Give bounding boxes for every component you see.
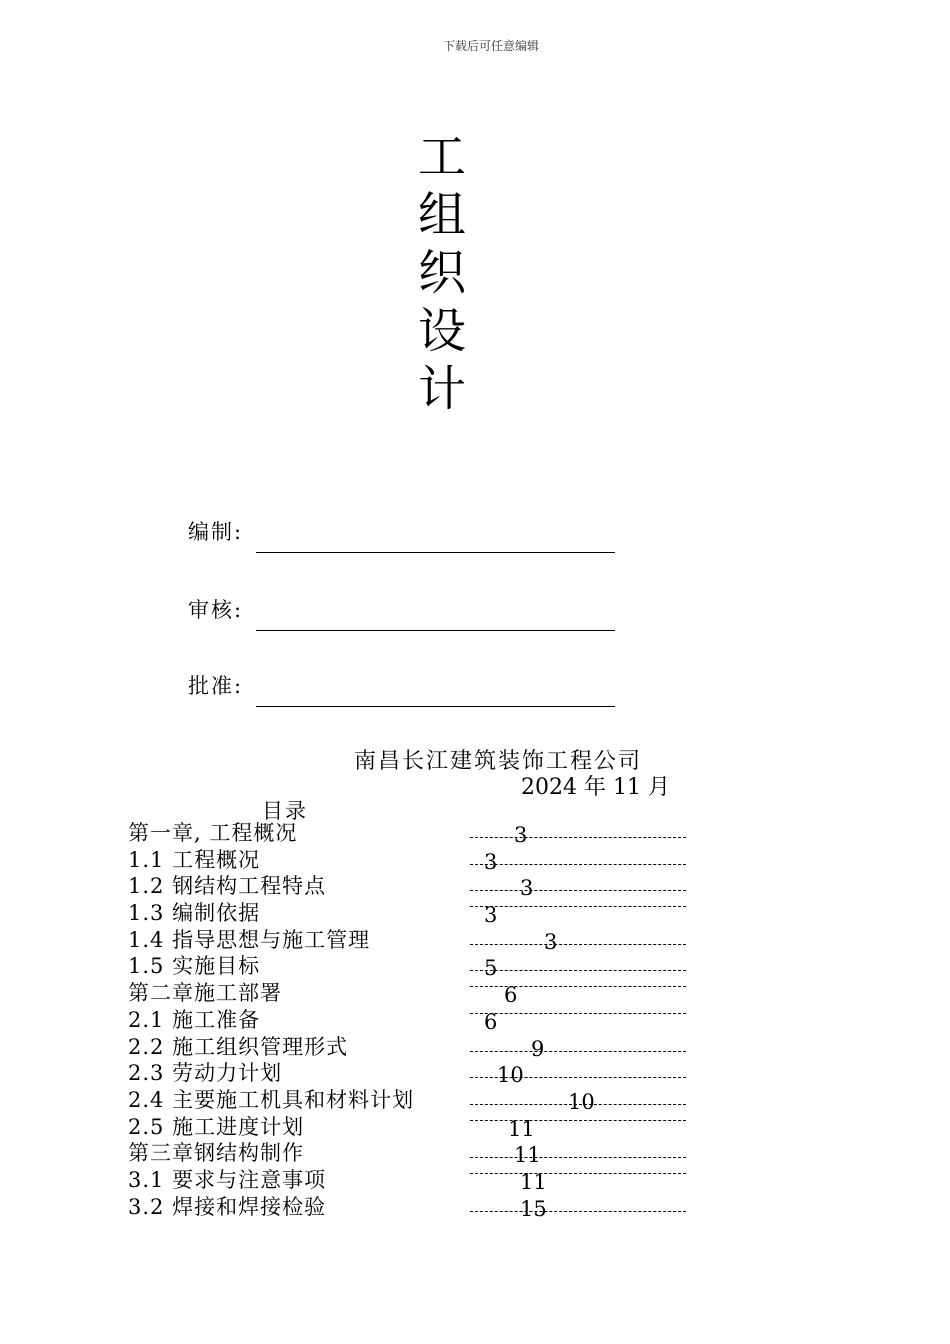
toc-entry-page: 6 [484,1009,498,1034]
toc-entry[interactable] [128,1007,688,1034]
toc-entry-text: 2.5 施工进度计划 [128,1114,305,1139]
title-char: 组 [417,187,466,243]
toc-entry-page: 11 [514,1143,541,1168]
toc-entry-page: 11 [508,1116,535,1141]
toc-leader [470,1013,686,1014]
toc-entry[interactable] [128,1114,688,1141]
toc-entry-text: 2.2 施工组织管理形式 [128,1034,349,1059]
signature-row-reviewed [188,594,618,634]
toc-entry-text: 2.4 主要施工机具和材料计划 [128,1087,415,1112]
toc-entry-text: 1.5 实施目标 [128,954,261,979]
toc-leader [470,1051,686,1052]
signature-line [256,706,615,707]
toc-entry-text: 2.3 劳动力计划 [128,1061,283,1086]
toc-entry-text: 第三章钢结构制作 [128,1141,304,1166]
toc-entry-page: 3 [514,823,528,847]
toc-entry-text: 1.3 编制依据 [128,901,261,926]
toc-entry[interactable] [128,820,688,847]
toc-entry[interactable] [128,1034,688,1061]
signature-line [256,630,615,631]
toc-leader [470,1211,686,1212]
document-title [410,128,474,418]
toc-leader [470,864,686,865]
toc-entry[interactable] [128,847,688,874]
toc-entry-page: 3 [484,903,498,928]
toc-entry-page: 6 [504,983,518,1008]
toc-entry[interactable] [128,1060,688,1087]
toc-entry[interactable] [128,980,688,1007]
toc-leader [470,970,686,971]
toc-entry[interactable] [128,953,688,980]
toc-entry-text: 1.4 指导思想与施工管理 [128,927,371,952]
document-date: 2024 年 11 月 [521,775,670,800]
toc-entry-page: 15 [520,1196,547,1221]
toc-entry-text: 2.1 施工准备 [128,1007,261,1032]
company-name: 南昌长江建筑装饰工程公司 [354,749,643,774]
toc-entry-page: 9 [531,1036,545,1061]
toc-entry-page: 3 [544,929,558,954]
toc-leader [470,1173,686,1174]
toc-leader [470,1120,686,1121]
toc-leader [470,837,686,838]
signature-row-compiled [188,516,618,556]
toc-entry[interactable] [128,1194,688,1221]
toc-heading: 目录 [262,799,308,823]
toc-entry[interactable] [128,1167,688,1194]
toc-entry[interactable] [128,1140,688,1167]
toc-entry[interactable] [128,927,688,954]
toc-entry[interactable] [128,900,688,927]
toc-entry-page: 3 [484,849,498,874]
toc-entry-text: 3.2 焊接和焊接检验 [128,1194,327,1219]
signature-line [256,552,615,553]
toc-entry-text: 1.1 工程概况 [128,847,261,872]
toc-leader [470,1157,686,1158]
toc-leader [470,944,686,945]
signature-row-approved [188,670,618,710]
toc-entry-page: 5 [484,956,498,981]
toc-entry-page: 11 [520,1169,547,1194]
title-char: 设 [417,303,466,359]
toc-entry-page: 10 [497,1063,524,1088]
toc-entry-text: 第一章, 工程概况 [128,821,298,845]
toc-leader [470,906,686,907]
toc-entry[interactable] [128,1087,688,1114]
header-note: 下载后可任意编辑 [442,39,539,53]
toc-leader [470,890,686,891]
toc-leader [470,986,686,987]
title-char: 工 [417,129,466,185]
title-char: 计 [417,361,466,417]
signature-label: 编制: [188,520,244,544]
toc-entry[interactable] [128,873,688,900]
toc-entry-page: 10 [568,1089,595,1114]
signature-label: 审核: [188,598,244,622]
toc-entry-text: 3.1 要求与注意事项 [128,1167,327,1192]
toc-entry-text: 第二章施工部署 [128,981,282,1006]
title-char: 织 [417,245,466,301]
table-of-contents [128,820,688,1220]
toc-entry-page: 3 [520,876,534,901]
signature-label: 批准: [188,674,244,698]
toc-entry-text: 1.2 钢结构工程特点 [128,874,327,899]
